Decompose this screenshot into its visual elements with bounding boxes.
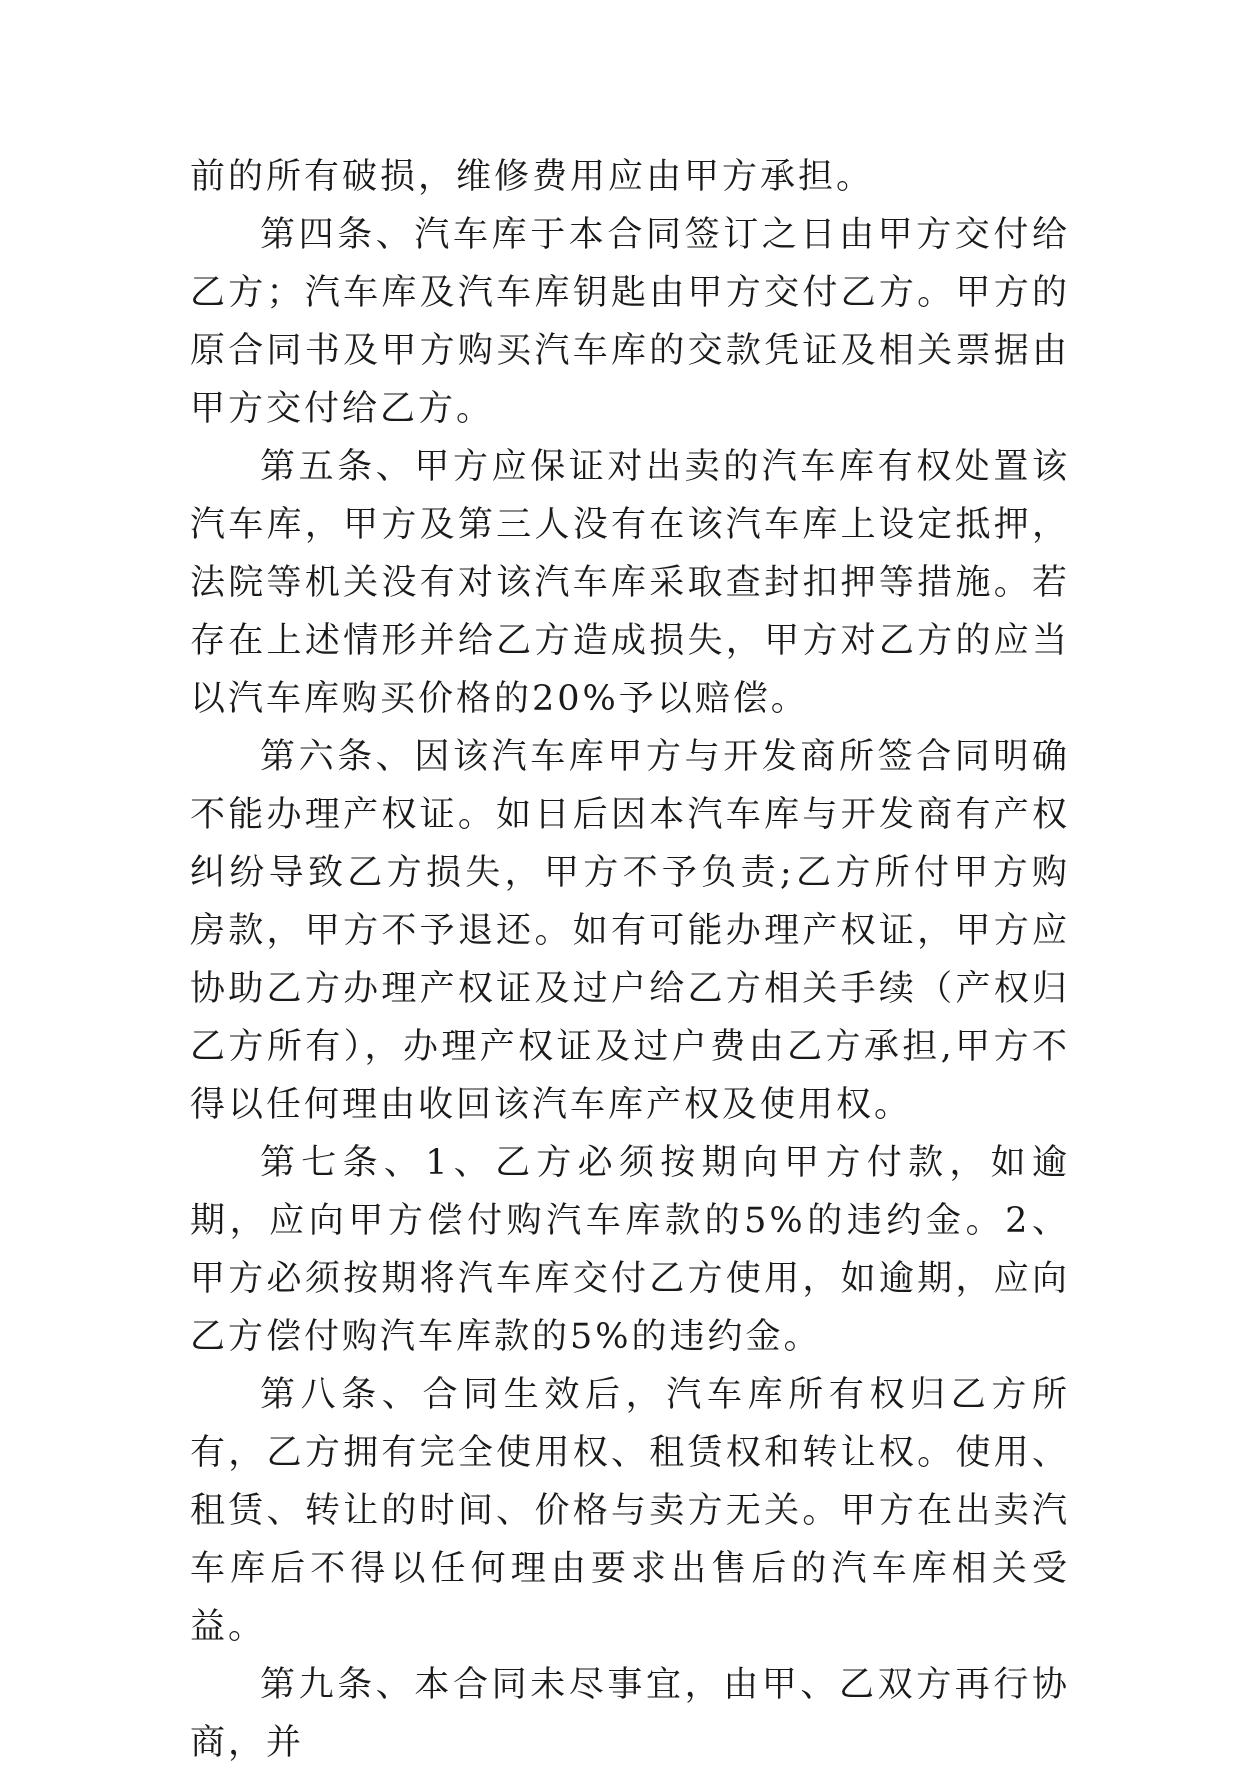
paragraph-continued: 前的所有破损，维修费用应由甲方承担。 [190,157,875,197]
paragraph-article-4: 第四条、汽车库于本合同签订之日由甲方交付给乙方；汽车库及汽车库钥匙由甲方交付乙方。甲方的原合同书及甲方购买汽车库的交款凭证及相关票据由甲方交付给乙方。 [190,215,1070,429]
contract-body [190,148,1070,1772]
paragraph-article-5: 第五条、甲方应保证对出卖的汽车库有权处置该汽车库，甲方及第三人没有在该汽车库上设定抵押，法院等机关没有对该汽车库采取查封扣押等措施。若存在上述情形并给乙方造成损失，甲方对乙方的应当以汽车库购买价格的20%予以赔偿。 [190,447,1070,719]
paragraph-article-8: 第八条、合同生效后，汽车库所有权归乙方所有，乙方拥有完全使用权、租赁权和转让权。使用、租赁、转让的时间、价格与卖方无关。甲方在出卖汽车库后不得以任何理由要求出售后的汽车库相关受益。 [190,1375,1070,1647]
paragraph-article-6: 第六条、因该汽车库甲方与开发商所签合同明确不能办理产权证。如日后因本汽车库与开发商有产权纠纷导致乙方损失，甲方不予负责;乙方所付甲方购房款，甲方不予退还。如有可能办理产权证，甲方应协助乙方办理产权证及过户给乙方相关手续（产权归乙方所有），办理产权证及过户费由乙方承担,甲方不得以任何理由收回该汽车库产权及使用权。 [190,737,1070,1125]
paragraph-article-9: 第九条、本合同未尽事宜，由甲、乙双方再行协商，并 [190,1665,1070,1763]
paragraph-article-7: 第七条、1、乙方必须按期向甲方付款，如逾期，应向甲方偿付购汽车库款的5%的违约金。2、甲方必须按期将汽车库交付乙方使用，如逾期，应向乙方偿付购汽车库款的5%的违约金。 [190,1143,1070,1357]
